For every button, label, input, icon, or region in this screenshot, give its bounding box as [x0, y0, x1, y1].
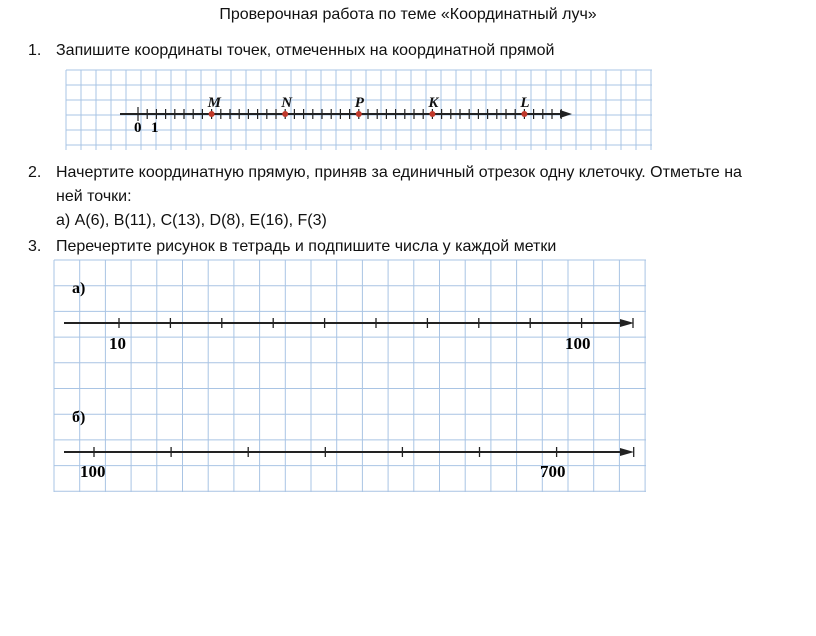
axis-3a: [64, 318, 634, 328]
point-label: N: [281, 95, 293, 111]
part-a-end-label: 100: [565, 334, 591, 353]
point-label: L: [520, 95, 530, 111]
task-2-number: 2.: [28, 164, 42, 181]
part-b-label: б): [72, 409, 86, 426]
part-a-start-label: 10: [109, 334, 126, 353]
axis-arrow-icon: [620, 448, 634, 456]
task-3-number: 3.: [28, 238, 42, 255]
task-2-text-line1: Начертите координатную прямую, приняв за единичный отрезок одну клеточку. Отметьте на: [56, 164, 742, 181]
task-2-points: а) A(6), B(11), C(13), D(8), E(16), F(3): [56, 212, 327, 229]
page-title: Проверочная работа по теме «Координатный луч»: [219, 6, 597, 23]
grid-3: [54, 260, 646, 492]
point-label: M: [207, 95, 221, 111]
axis-3b: [64, 447, 634, 457]
part-a-label: а): [72, 280, 86, 297]
point-label: P: [354, 95, 364, 111]
axis-arrow-icon: [620, 319, 634, 327]
task-2-text-line2: ней точки:: [56, 188, 132, 205]
part-b-end-label: 700: [540, 462, 566, 481]
task-3-text: Перечертите рисунок в тетрадь и подпишите числа у каждой метки: [56, 238, 557, 255]
part-b-start-label: 100: [80, 462, 106, 481]
point-label: K: [428, 95, 439, 111]
task-1-text: Запишите координаты точек, отмеченных на координатной прямой: [56, 42, 555, 59]
origin-zero-label: 0: [134, 120, 142, 136]
origin-one-label: 1: [151, 120, 159, 136]
task-1-number: 1.: [28, 42, 42, 59]
